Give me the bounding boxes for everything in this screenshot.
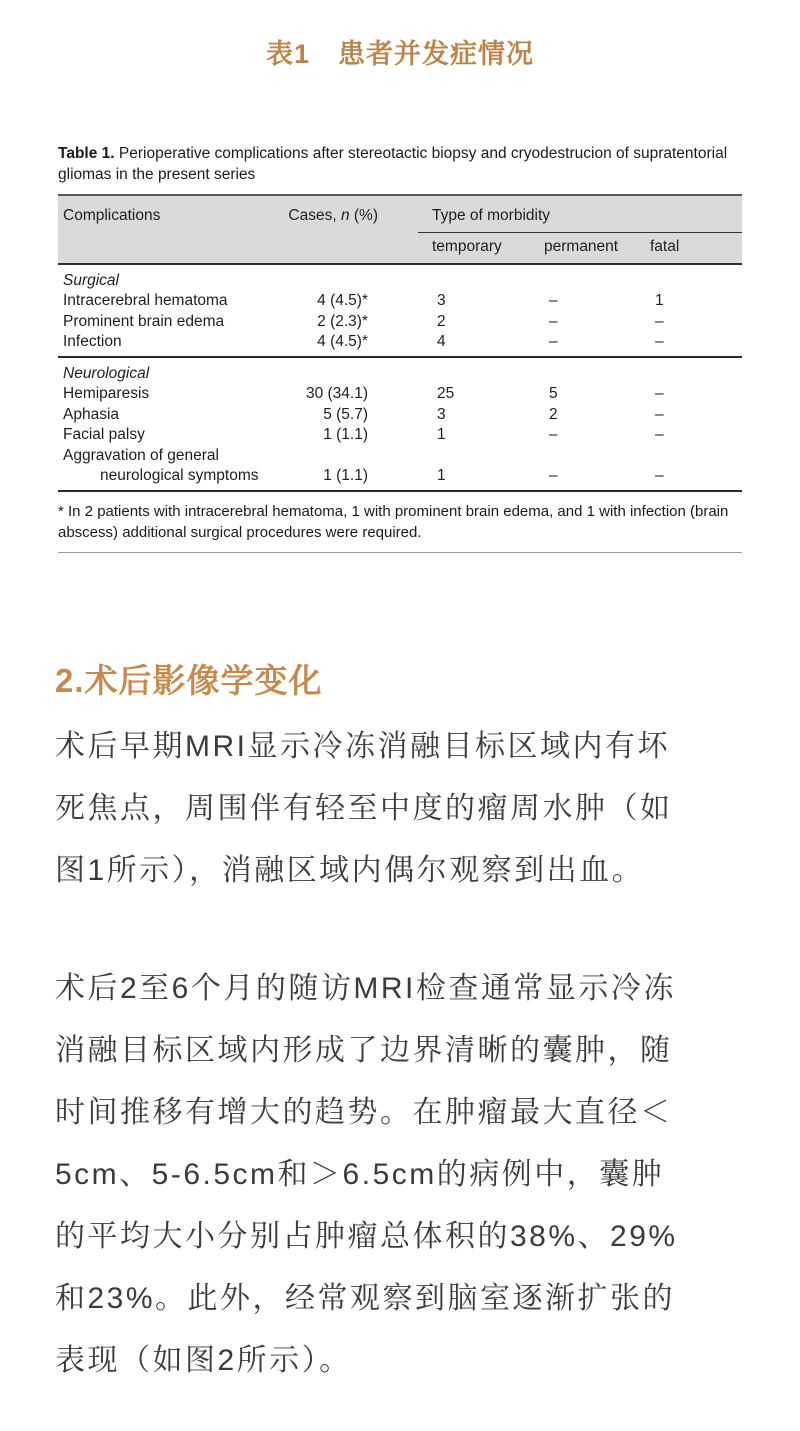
- paragraph-2: [55, 958, 750, 1392]
- text-line: 图1所示），消融区域内偶尔观察到出血。: [55, 853, 645, 887]
- table-row: Facial palsy 1 (1.1) 1 – –: [63, 426, 664, 443]
- text-line: 时间推移有增大的趋势。在肿瘤最大直径＜: [55, 1095, 673, 1129]
- col-header-permanent: permanent: [530, 232, 636, 264]
- col-header-complications: Complications: [58, 195, 286, 264]
- page-title: 表1 患者并发症情况: [265, 39, 535, 69]
- table-row: Prominent brain edema 2 (2.3)* 2 – –: [63, 312, 664, 330]
- paragraph-1: [55, 716, 750, 902]
- col-header-cases: Cases, n (%): [286, 195, 418, 264]
- table-header-row: [58, 195, 742, 232]
- table-row: Aggravation of general: [63, 446, 219, 464]
- text-line: 死焦点，周围伴有轻至中度的瘤周水肿（如: [55, 791, 673, 825]
- table1-scan-figure: [58, 143, 742, 553]
- text-line: 术后2至6个月的随访MRI检查通常显示冷冻: [55, 971, 676, 1005]
- table-caption: [58, 143, 742, 185]
- col-header-fatal: fatal: [636, 232, 742, 264]
- col-header-temporary: temporary: [418, 232, 530, 264]
- table-caption-label: Table 1.: [58, 145, 115, 162]
- table-caption-text: Perioperative complications after stereotactic biopsy and cryodestrucion of supratentorial gliomas in the present series: [58, 145, 728, 183]
- section-heading: 2.术后影像学变化: [55, 661, 323, 699]
- section-label-neurological: Neurological: [63, 364, 150, 382]
- text-line: 术后早期MRI显示冷冻消融目标区域内有坏: [55, 729, 670, 763]
- table-row: Hemiparesis 30 (34.1) 25 5 –: [63, 385, 664, 402]
- complications-table: [58, 194, 742, 492]
- section-label-surgical: Surgical: [63, 271, 119, 289]
- article-page: [0, 32, 800, 1392]
- text-line: 的平均大小分别占肿瘤总体积的38%、29%: [55, 1219, 678, 1253]
- table-row: Intracerebral hematoma 4 (4.5)* 3 – 1: [63, 292, 664, 309]
- text-line: 和23%。此外，经常观察到脑室逐渐扩张的: [55, 1281, 676, 1315]
- table-row: Infection 4 (4.5)* 4 – –: [58, 332, 742, 357]
- text-line: 5cm、5-6.5cm和＞6.5cm的病例中，囊肿: [55, 1157, 665, 1191]
- text-line: 消融目标区域内形成了边界清晰的囊肿，随: [55, 1033, 673, 1067]
- table-footnote: * In 2 patients with intracerebral hematoma, 1 with prominent brain edema, and 1 with infection (brain abscess) additional surgical procedures were required.: [58, 501, 742, 553]
- text-line: 表现（如图2所示）。: [55, 1343, 352, 1377]
- table-row: neurological symptoms 1 (1.1) 1 – –: [58, 466, 742, 491]
- table-row: Aphasia 5 (5.7) 3 2 –: [63, 405, 664, 423]
- col-header-morbidity-group: Type of morbidity: [418, 195, 742, 232]
